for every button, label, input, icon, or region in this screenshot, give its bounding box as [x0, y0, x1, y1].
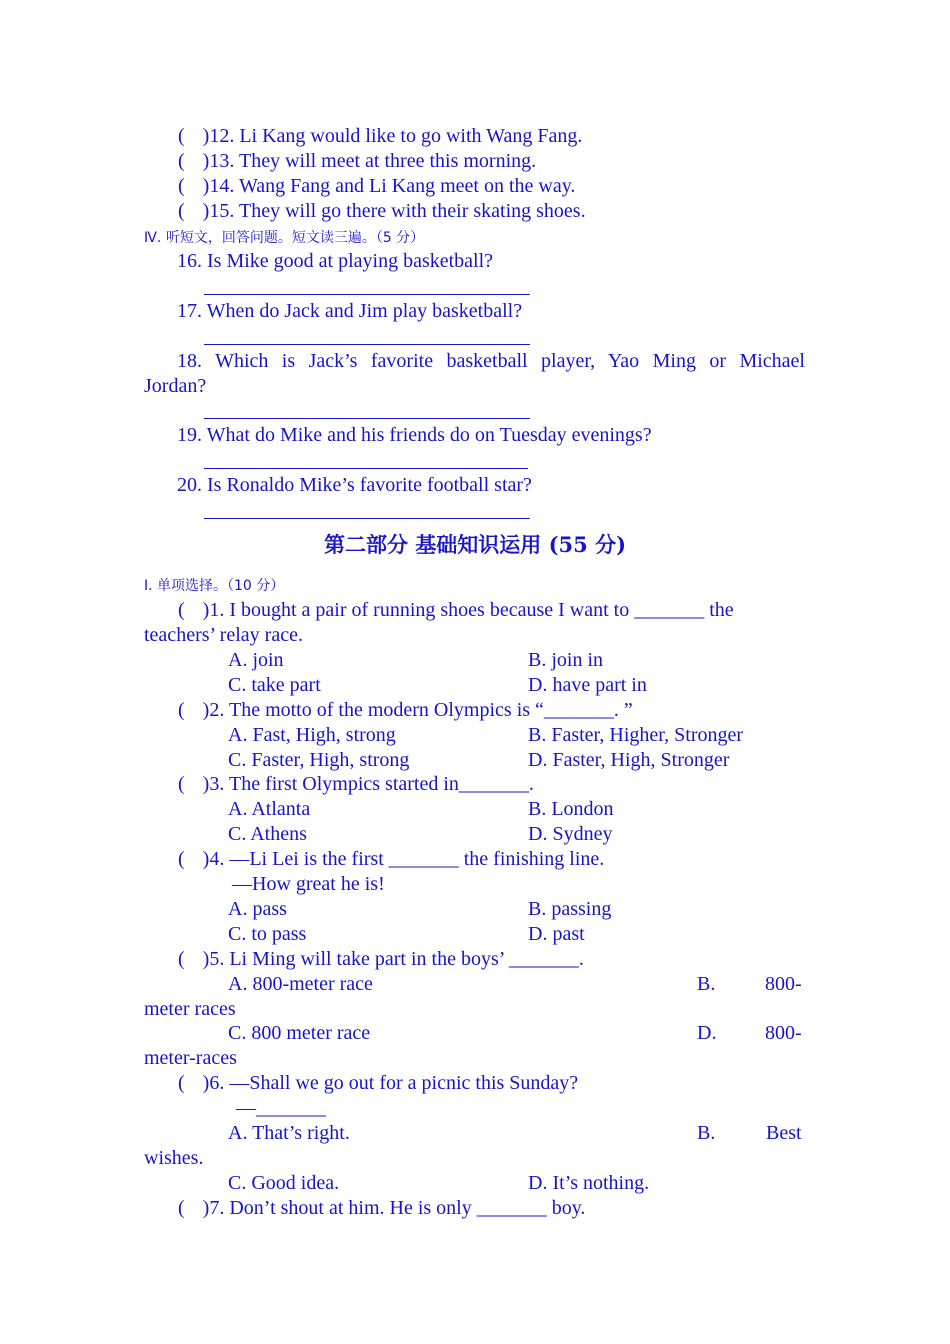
- question-text: ( )4. —Li Lei is the first _______ the finishing line.: [178, 848, 605, 870]
- option-c: C. take part: [228, 674, 321, 696]
- list-item: [178, 124, 582, 149]
- section-heading: Ⅳ. 听短文，回答问题。短文读三遍。（5 分）: [144, 230, 425, 246]
- question-text-continued: Jordan?: [144, 375, 207, 397]
- question-text: ( )5. Li Ming will take part in the boys’ _______.: [178, 948, 584, 970]
- question-text: 20. Is Ronaldo Mike’s favorite football star?: [177, 474, 532, 496]
- option-b-letter: B.: [697, 973, 716, 995]
- answer-blank: [204, 326, 530, 345]
- answer-paren: (: [178, 175, 185, 197]
- option-b: B. London: [528, 798, 614, 820]
- list-item: [178, 199, 586, 224]
- list-item: [178, 174, 575, 199]
- answer-blank: [204, 450, 528, 469]
- option-b-letter: B.: [697, 1122, 716, 1144]
- dialogue-reply: —How great he is!: [232, 873, 385, 895]
- list-item: [178, 149, 536, 174]
- answer-blank: [204, 276, 530, 295]
- option-c: C. Good idea.: [228, 1172, 340, 1194]
- answer-blank: [204, 500, 530, 519]
- option-d: D. It’s nothing.: [528, 1172, 650, 1194]
- item-text: )12. Li Kang would like to go with Wang Fang.: [202, 125, 583, 147]
- option-d-continued: meter-races: [144, 1047, 237, 1069]
- question-text: ( )6. —Shall we go out for a picnic this Sunday?: [178, 1072, 579, 1094]
- answer-blank: [204, 400, 530, 419]
- section-heading: Ⅰ. 单项选择。（10 分）: [144, 578, 285, 594]
- item-text: )13. They will meet at three this morning.: [202, 150, 537, 172]
- option-b: Best: [766, 1122, 802, 1144]
- question-text: ( )3. The first Olympics started in_______.: [178, 773, 534, 795]
- option-d: D. Sydney: [528, 823, 613, 845]
- option-a: A. pass: [228, 898, 287, 920]
- option-d-letter: D.: [697, 1022, 717, 1044]
- question-text: ( )7. Don’t shout at him. He is only _______ boy.: [178, 1197, 586, 1219]
- option-d: 800-: [765, 1022, 802, 1044]
- option-b: 800-: [765, 973, 802, 995]
- question-text: 18. Which is Jack’s favorite basketball player, Yao Ming or Michael: [177, 350, 805, 372]
- question-text: ( )1. I bought a pair of running shoes because I want to _______ the: [178, 599, 734, 621]
- option-b-continued: meter races: [144, 998, 236, 1020]
- option-a: A. Atlanta: [228, 798, 311, 820]
- item-text: )15. They will go there with their skating shoes.: [202, 200, 586, 222]
- option-b-continued: wishes.: [144, 1147, 204, 1169]
- dialogue-reply: —_______: [236, 1097, 326, 1119]
- option-b: B. passing: [528, 898, 612, 920]
- item-text: )14. Wang Fang and Li Kang meet on the way.: [202, 175, 576, 197]
- option-c: C. Athens: [228, 823, 307, 845]
- option-c: C. to pass: [228, 923, 307, 945]
- option-a: A. Fast, High, strong: [228, 724, 396, 746]
- option-c: C. Faster, High, strong: [228, 749, 410, 771]
- option-a: A. join: [228, 649, 284, 671]
- answer-paren: (: [178, 150, 185, 172]
- option-d: D. have part in: [528, 674, 647, 696]
- option-b: B. join in: [528, 649, 604, 671]
- option-a: A. 800-meter race: [228, 973, 373, 995]
- question-text: 16. Is Mike good at playing basketball?: [177, 250, 494, 272]
- question-text-continued: teachers’ relay race.: [144, 624, 303, 646]
- option-d: D. past: [528, 923, 585, 945]
- question-text: 19. What do Mike and his friends do on Tuesday evenings?: [177, 424, 652, 446]
- question-text: ( )2. The motto of the modern Olympics is “_______. ”: [178, 699, 633, 721]
- option-b: B. Faster, Higher, Stronger: [528, 724, 744, 746]
- question-text: 17. When do Jack and Jim play basketball?: [177, 300, 523, 322]
- option-d: D. Faster, High, Stronger: [528, 749, 730, 771]
- answer-paren: (: [178, 200, 185, 222]
- option-c: C. 800 meter race: [228, 1022, 371, 1044]
- page-title: 第二部分 基础知识运用 (55 分): [323, 532, 627, 557]
- answer-paren: (: [178, 125, 185, 147]
- option-a: A. That’s right.: [228, 1122, 350, 1144]
